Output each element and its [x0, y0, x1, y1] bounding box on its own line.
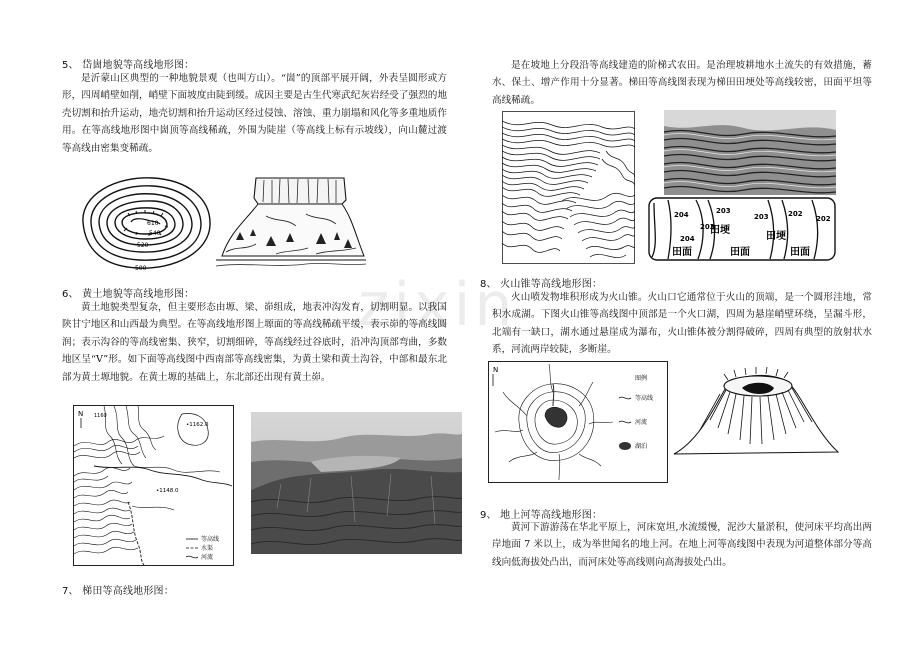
terrace-surface-label-2: 田面: [730, 247, 750, 258]
contour-label-520: 520: [137, 242, 149, 249]
volcano-crater-sketch: [670, 360, 842, 460]
legend-canal: 水渠: [201, 545, 214, 552]
daigu-contour-map: [75, 170, 215, 274]
terrace-number-203b: 203: [754, 213, 769, 221]
elevation-1148: •1148.0: [156, 488, 179, 494]
legend-contour: 等高线: [201, 536, 220, 543]
volcano-contour-map: [488, 361, 668, 483]
section-6-heading: 6、 黄土地貌等高线地形图：: [62, 289, 195, 300]
section-5-heading: 5、 岱崮地貌等高线地形图：: [62, 60, 195, 71]
terrace-number-202a: 202: [788, 210, 803, 218]
terrace-surface-label-3: 田面: [790, 247, 810, 258]
terrace-ridge-label-1: 田埂: [710, 225, 730, 236]
terrace-surface-label-1: 田面: [672, 247, 692, 258]
section-6-body: 黄土地貌类型复杂，但主要形态由塬、梁、峁组成，地表冲沟发育，切割明显。以我国陕甘宁地区和山西最为典型。在等高线地形图上塬面的等高线稀疏平缓，表示峁的等高线圆润；表示沟谷的等高线密集、狭窄，切割细碎，等高线经过谷底时，沿冲沟顶部弯曲，多数地区呈“V”形。如下面等高线图中西南部等高线密集，为黄土梁和黄土沟谷，中部和最东北部为黄土塬地貌。在黄土塬的基础上，东北部还出现有黄土峁。: [62, 302, 447, 383]
section-8-heading: 8、 火山锥等高线地形图：: [480, 279, 603, 290]
section-9-body: 黄河下游游荡在华北平原上，河床宽坦,水流缓慢，泥沙大量淤积，使河床平均高出两岸地面 7 米以上，成为举世闻名的地上河。在地上河等高线图中表现为河道整体部分等高线向低海拔处凸出，而河床处等高线则向高海拔处凸出。: [492, 522, 872, 568]
contour-label-1160: 1160: [94, 413, 107, 419]
terrace-number-204b: 204: [680, 235, 695, 243]
legend-river-8: 河流: [635, 419, 648, 426]
legend-lake: 湖泊: [635, 443, 648, 450]
legend-contour-8: 等高线: [635, 395, 654, 402]
contour-label-540: 540: [149, 230, 161, 237]
section-9-heading: 9、 地上河等高线地形图：: [480, 510, 603, 521]
north-label: N: [78, 410, 84, 418]
terrace-ridge-label-2: 田埂: [766, 231, 786, 242]
section-8-body: 火山喷发物堆积形成为火山锥。火山口它通常位于火山的顶端，是一个圆形洼地，常积水成湖。下图火山锥等高线图中顶部是一个火口湖，四周为悬崖峭壁环绕，呈漏斗形，北端有一缺口，湖水通过悬崖成为瀑布，火山锥体被分割得破碎，四周有典型的放射状水系，河流两岸较陡，多断崖。: [492, 292, 872, 356]
terrace-number-203c: 203: [700, 223, 715, 231]
contour-label-500: 500: [135, 265, 147, 272]
terrace-number-202b: 202: [816, 215, 831, 223]
legend-title: 图例: [635, 375, 648, 382]
watermark: zixin: [358, 270, 517, 340]
terrace-field-photo: [664, 110, 836, 195]
terrace-number-203a: 203: [716, 207, 731, 215]
loess-contour-map: [73, 405, 234, 566]
section-5-body: 是沂蒙山区典型的一种地貌景观（也叫方山）。“崮”的顶部平展开阔，外表呈圆形或方形，四周峭壁如削，峭壁下面坡度由陡到缓。成因主要是古生代寒武纪灰岩经受了强烈的地壳切割和抬升运动，地壳切割和抬升运动区经过侵蚀、溶蚀、重力崩塌和风化等多重地质作用。在等高线地形图中崮顶等高线稀疏，外围为陡崖（等高线上标有示坡线），向山麓过渡等高线由密集变稀疏。: [62, 73, 447, 154]
elevation-1162: •1162.0: [186, 422, 209, 428]
loess-plateau-photo: [251, 412, 462, 554]
contour-label-610: 610: [147, 220, 159, 227]
legend-river: 河流: [201, 554, 214, 561]
section-7-heading: 7、 梯田等高线地形图：: [62, 586, 174, 597]
terrace-number-204a: 204: [674, 211, 689, 219]
volcano-north-label: N: [493, 366, 499, 374]
terrace-contour-map: [502, 111, 635, 264]
mesa-sketch-image: [216, 170, 366, 276]
section-7-body: 是在坡地上分段沿等高线建造的阶梯式农田。是治理坡耕地水土流失的有效措施，蓄水、保土、增产作用十分显著。梯田等高线图表现为梯田田埂处等高线较密，田面平坦等高线稀疏。: [492, 60, 872, 106]
terrace-cross-section-diagram: [648, 197, 836, 261]
